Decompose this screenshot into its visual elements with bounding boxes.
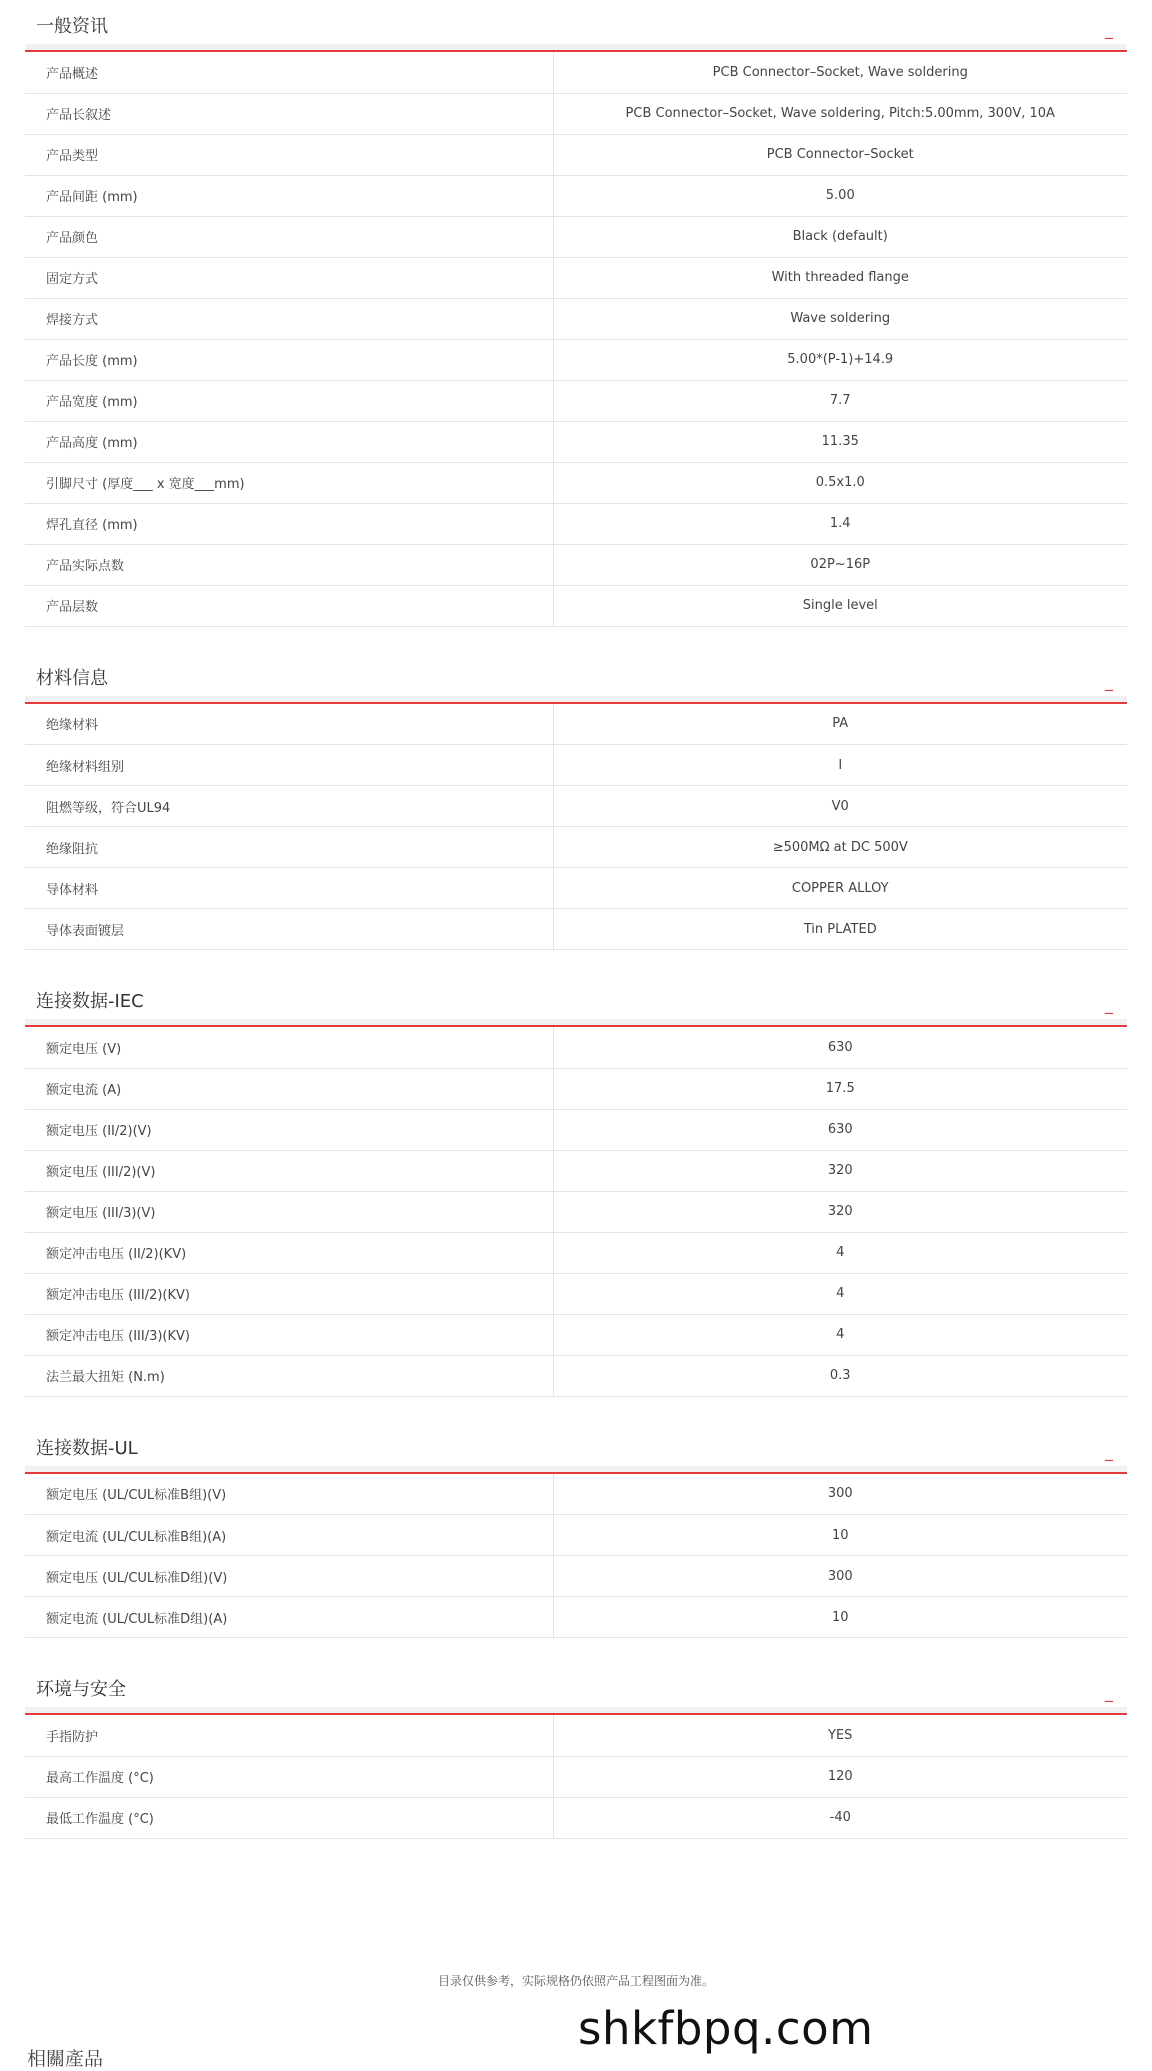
- spec-value: -40: [553, 1797, 1127, 1838]
- spec-value: 4: [553, 1273, 1127, 1314]
- table-row: [25, 1756, 1127, 1797]
- spec-label: 额定冲击电压 (III/2)(KV): [25, 1273, 553, 1314]
- spec-value: 02P~16P: [553, 544, 1127, 585]
- spec-label: 法兰最大扭矩 (N.m): [25, 1355, 553, 1396]
- section-title: 连接数据-IEC: [36, 991, 144, 1012]
- spec-value: 4: [553, 1232, 1127, 1273]
- spec-value: Single level: [553, 585, 1127, 626]
- table-row: [25, 786, 1127, 827]
- section-header[interactable]: [25, 652, 1127, 704]
- section-spacer: [25, 1397, 1127, 1422]
- section-header[interactable]: [25, 0, 1127, 52]
- table-row: [25, 380, 1127, 421]
- table-row: [25, 134, 1127, 175]
- spec-label: 产品高度 (mm): [25, 421, 553, 462]
- collapse-toggle-icon[interactable]: _: [1105, 20, 1113, 39]
- section-title: 材料信息: [36, 667, 108, 689]
- table-row: [25, 298, 1127, 339]
- table-row: [25, 1027, 1127, 1068]
- collapse-toggle-icon[interactable]: _: [1105, 995, 1113, 1014]
- spec-value: 1.4: [553, 503, 1127, 544]
- table-row: [25, 1355, 1127, 1396]
- spec-value: 4: [553, 1314, 1127, 1355]
- spec-label: 产品长度 (mm): [25, 339, 553, 380]
- spec-label: 焊孔直径 (mm): [25, 503, 553, 544]
- spec-label: 产品宽度 (mm): [25, 380, 553, 421]
- spec-value: 5.00*(P-1)+14.9: [553, 339, 1127, 380]
- spec-value: Tin PLATED: [553, 909, 1127, 950]
- spec-value: 17.5: [553, 1068, 1127, 1109]
- section-header-shade: [25, 44, 1127, 50]
- table-row: [25, 175, 1127, 216]
- spec-value: 11.35: [553, 421, 1127, 462]
- watermark-text: shkfbpq.com: [578, 2002, 874, 2055]
- section-spacer: [25, 950, 1127, 975]
- spec-label: 额定电压 (UL/CUL标准D组)(V): [25, 1556, 553, 1597]
- table-row: [25, 1191, 1127, 1232]
- spec-label: 焊接方式: [25, 298, 553, 339]
- section-header-shade: [25, 1019, 1127, 1025]
- spec-label: 额定电压 (III/3)(V): [25, 1191, 553, 1232]
- spec-value: 10: [553, 1515, 1127, 1556]
- spec-label: 绝缘材料组别: [25, 745, 553, 786]
- spec-label: 产品层数: [25, 585, 553, 626]
- spec-value: PCB Connector–Socket, Wave soldering, Pitch:5.00mm, 300V, 10A: [553, 93, 1127, 134]
- table-row: [25, 544, 1127, 585]
- spec-value: PCB Connector–Socket, Wave soldering: [553, 52, 1127, 93]
- spec-value: Black (default): [553, 216, 1127, 257]
- spec-section: [25, 652, 1127, 951]
- table-row: [25, 462, 1127, 503]
- table-row: [25, 909, 1127, 950]
- table-row: [25, 421, 1127, 462]
- spec-label: 额定冲击电压 (II/2)(KV): [25, 1232, 553, 1273]
- spec-value: YES: [553, 1715, 1127, 1756]
- spec-label: 产品概述: [25, 52, 553, 93]
- table-row: [25, 745, 1127, 786]
- section-spacer: [25, 627, 1127, 652]
- table-row: [25, 1150, 1127, 1191]
- spec-value: 0.5x1.0: [553, 462, 1127, 503]
- table-row: [25, 704, 1127, 745]
- table-row: [25, 503, 1127, 544]
- spec-value: 7.7: [553, 380, 1127, 421]
- spec-label: 产品间距 (mm): [25, 175, 553, 216]
- spec-value: I: [553, 745, 1127, 786]
- table-row: [25, 1314, 1127, 1355]
- table-row: [25, 868, 1127, 909]
- spec-table: [25, 52, 1127, 627]
- spec-value: PA: [553, 704, 1127, 745]
- table-row: [25, 1556, 1127, 1597]
- spec-label: 产品颜色: [25, 216, 553, 257]
- table-row: [25, 339, 1127, 380]
- spec-label: 导体表面镀层: [25, 909, 553, 950]
- section-spacer: [25, 1638, 1127, 1663]
- table-row: [25, 1232, 1127, 1273]
- spec-value: 630: [553, 1109, 1127, 1150]
- table-row: [25, 1273, 1127, 1314]
- spec-label: 产品实际点数: [25, 544, 553, 585]
- spec-value: Wave soldering: [553, 298, 1127, 339]
- spec-table: [25, 704, 1127, 951]
- table-row: [25, 1715, 1127, 1756]
- spec-value: 630: [553, 1027, 1127, 1068]
- footer-note: 目录仅供参考，实际规格仍依照产品工程图面为准。: [437, 1974, 714, 1988]
- spec-label: 额定电流 (A): [25, 1068, 553, 1109]
- section-header-shade: [25, 1707, 1127, 1713]
- spec-section: [25, 1663, 1127, 1839]
- section-header[interactable]: [25, 975, 1127, 1027]
- spec-label: 引脚尺寸 (厚度___ x 宽度___mm): [25, 462, 553, 503]
- spec-section: [25, 0, 1127, 627]
- table-row: [25, 93, 1127, 134]
- table-row: [25, 216, 1127, 257]
- spec-content: [25, 0, 1127, 1839]
- collapse-toggle-icon[interactable]: _: [1105, 671, 1113, 691]
- spec-label: 产品类型: [25, 134, 553, 175]
- spec-table: [25, 1027, 1127, 1397]
- spec-value: 120: [553, 1756, 1127, 1797]
- table-row: [25, 1597, 1127, 1638]
- spec-value: 5.00: [553, 175, 1127, 216]
- spec-label: 额定电压 (II/2)(V): [25, 1109, 553, 1150]
- spec-value: With threaded flange: [553, 257, 1127, 298]
- spec-label: 手指防护: [25, 1715, 553, 1756]
- spec-value: ≥500MΩ at DC 500V: [553, 827, 1127, 868]
- collapse-toggle-icon[interactable]: _: [1105, 1441, 1113, 1461]
- spec-table: [25, 1474, 1127, 1639]
- table-row: [25, 1068, 1127, 1109]
- spec-value: 320: [553, 1150, 1127, 1191]
- spec-value: V0: [553, 786, 1127, 827]
- section-title: 一般资讯: [36, 16, 108, 37]
- spec-label: 固定方式: [25, 257, 553, 298]
- table-row: [25, 1797, 1127, 1838]
- spec-label: 最高工作温度 (°C): [25, 1756, 553, 1797]
- spec-label: 额定冲击电压 (III/3)(KV): [25, 1314, 553, 1355]
- spec-label: 绝缘阻抗: [25, 827, 553, 868]
- spec-value: 300: [553, 1474, 1127, 1515]
- spec-label: 额定电压 (UL/CUL标准B组)(V): [25, 1474, 553, 1515]
- section-title: 连接数据-UL: [36, 1437, 138, 1459]
- spec-value: COPPER ALLOY: [553, 868, 1127, 909]
- spec-label: 绝缘材料: [25, 704, 553, 745]
- spec-section: [25, 975, 1127, 1397]
- spec-label: 阻燃等级，符合UL94: [25, 786, 553, 827]
- spec-value: 320: [553, 1191, 1127, 1232]
- spec-label: 产品长叙述: [25, 93, 553, 134]
- section-title: 环境与安全: [36, 1679, 126, 1700]
- table-row: [25, 1109, 1127, 1150]
- table-row: [25, 257, 1127, 298]
- section-header-shade: [25, 696, 1127, 702]
- collapse-toggle-icon[interactable]: _: [1105, 1683, 1113, 1702]
- table-row: [25, 827, 1127, 868]
- spec-label: 额定电压 (V): [25, 1027, 553, 1068]
- section-header-shade: [25, 1466, 1127, 1472]
- spec-label: 额定电流 (UL/CUL标准B组)(A): [25, 1515, 553, 1556]
- table-row: [25, 52, 1127, 93]
- section-header[interactable]: [25, 1663, 1127, 1715]
- table-row: [25, 1474, 1127, 1515]
- spec-value: 300: [553, 1556, 1127, 1597]
- section-header[interactable]: [25, 1422, 1127, 1474]
- spec-value: 10: [553, 1597, 1127, 1638]
- spec-label: 额定电压 (III/2)(V): [25, 1150, 553, 1191]
- spec-label: 额定电流 (UL/CUL标准D组)(A): [25, 1597, 553, 1638]
- spec-label: 导体材料: [25, 868, 553, 909]
- spec-section: [25, 1422, 1127, 1639]
- table-row: [25, 585, 1127, 626]
- spec-value: 0.3: [553, 1355, 1127, 1396]
- spec-table: [25, 1715, 1127, 1839]
- spec-label: 最低工作温度 (°C): [25, 1797, 553, 1838]
- related-products-heading: 相關產品: [27, 2048, 104, 2070]
- spec-value: PCB Connector–Socket: [553, 134, 1127, 175]
- table-row: [25, 1515, 1127, 1556]
